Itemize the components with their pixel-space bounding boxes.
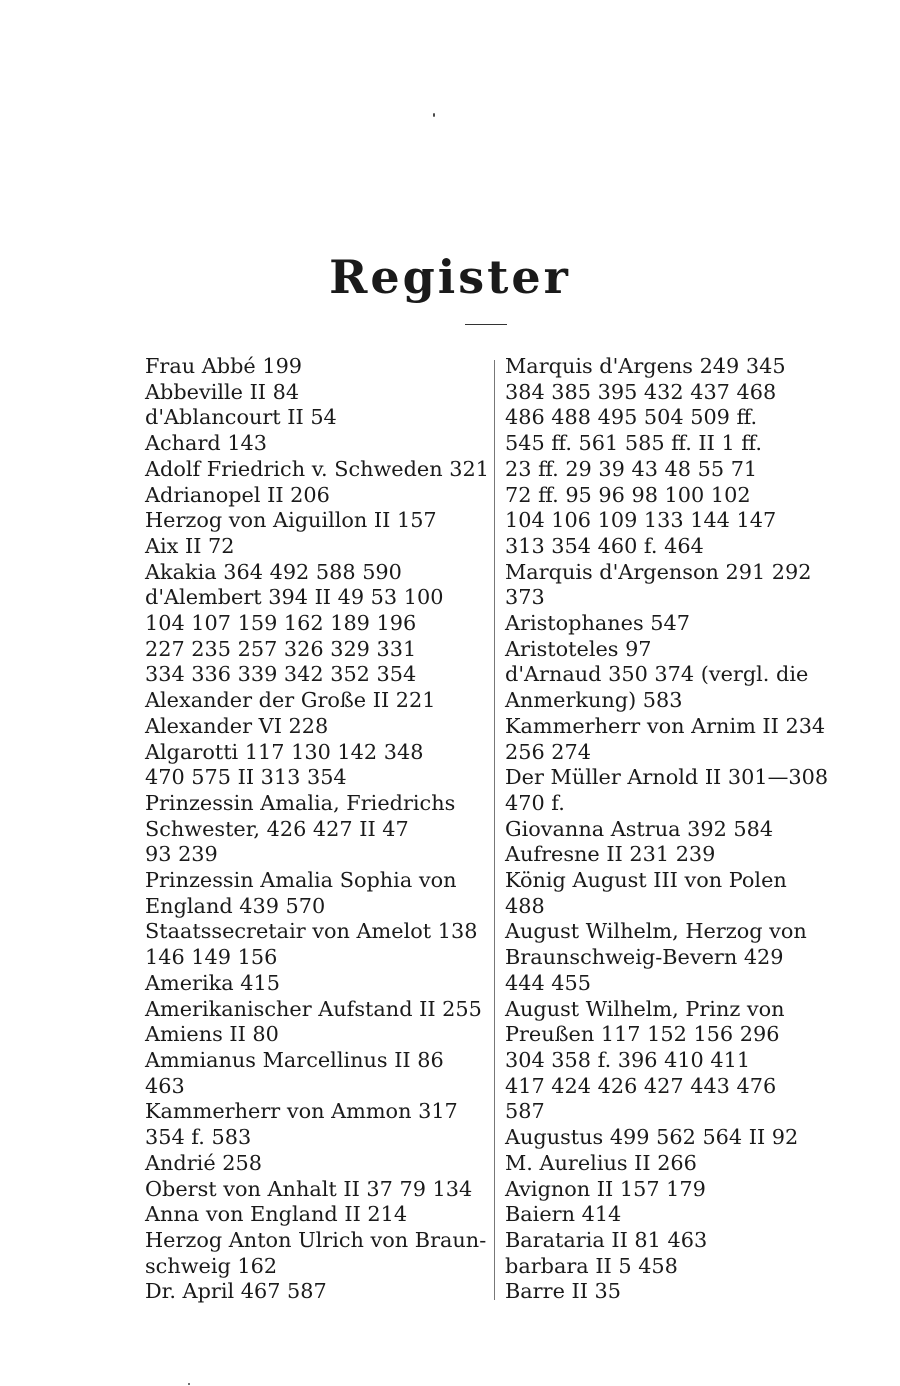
- index-entry: Anna von England II 214: [145, 1202, 408, 1227]
- index-entry: 486 488 495 504 509 ff.: [505, 405, 758, 430]
- index-entry: Kammerherr von Arnim II 234: [505, 713, 826, 738]
- index-entry: 104 106 109 133 144 147: [505, 508, 777, 533]
- index-entry: England 439 570: [145, 893, 326, 918]
- index-entry: 304 358 f. 396 410 411: [505, 1047, 751, 1072]
- index-entry: Amiens II 80: [145, 1022, 279, 1047]
- index-column-left: [145, 354, 489, 1305]
- index-entry: Herzog Anton Ulrich von Braun-: [145, 1227, 487, 1252]
- index-entry: Akakia 364 492 588 590: [145, 559, 402, 584]
- index-entry: d'Alembert 394 II 49 53 100: [145, 585, 444, 610]
- index-entry: 545 ff. 561 585 ff. II 1 ff.: [505, 431, 762, 456]
- index-entry: Herzog von Aiguillon II 157: [145, 508, 437, 533]
- index-entry: König August III von Polen: [505, 868, 787, 893]
- index-entry: 313 354 460 f. 464: [505, 533, 704, 558]
- index-entry: Marquis d'Argenson 291 292: [505, 559, 812, 584]
- index-entry: Giovanna Astrua 392 584: [505, 816, 774, 841]
- index-entry: d'Ablancourt II 54: [145, 405, 337, 430]
- index-entry: Adrianopel II 206: [145, 482, 330, 507]
- index-entry: 227 235 257 326 329 331: [145, 636, 417, 661]
- index-entry: 354 f. 583: [145, 1125, 252, 1150]
- index-entry: 93 239: [145, 842, 218, 867]
- index-entry: Marquis d'Argens 249 345: [505, 354, 786, 378]
- index-entry: 334 336 339 342 352 354: [145, 662, 417, 687]
- index-entry: Der Müller Arnold II 301—308: [505, 765, 829, 790]
- index-entry: Barre II 35: [505, 1279, 621, 1304]
- index-entry: d'Arnaud 350 374 (vergl. die: [505, 662, 809, 687]
- scan-speck: [433, 113, 435, 117]
- index-entry: Alexander der Große II 221: [145, 688, 436, 713]
- index-entry: Schwester, 426 427 II 47: [145, 816, 409, 841]
- index-entry: Kammerherr von Ammon 317: [145, 1099, 458, 1124]
- index-entry: 587: [505, 1099, 545, 1124]
- scan-speck: [188, 1383, 190, 1385]
- index-entry: Andrié 258: [145, 1150, 262, 1175]
- index-entry: Augustus 499 562 564 II 92: [505, 1125, 799, 1150]
- index-entry: Aristophanes 547: [505, 611, 690, 636]
- index-entry: 146 149 156: [145, 945, 278, 970]
- index-entry: Amerikanischer Aufstand II 255: [145, 996, 482, 1021]
- index-entry: Amerika 415: [145, 970, 280, 995]
- index-entry: 23 ff. 29 39 43 48 55 71: [505, 456, 758, 481]
- index-entry: Barataria II 81 463: [505, 1227, 708, 1252]
- index-entry: Staatssecretair von Amelot 138: [145, 919, 478, 944]
- index-entry: 470 575 II 313 354: [145, 765, 347, 790]
- title-rule: [465, 324, 507, 325]
- index-entry: 463: [145, 1073, 185, 1098]
- index-entry: 444 455: [505, 970, 592, 995]
- index-entry: 417 424 426 427 443 476: [505, 1073, 777, 1098]
- index-entry: Adolf Friedrich v. Schweden 321: [145, 456, 489, 481]
- index-entry: 104 107 159 162 189 196: [145, 611, 417, 636]
- index-entry: Frau Abbé 199: [145, 354, 303, 378]
- index-entry: Alexander VI 228: [145, 713, 329, 738]
- index-entry: barbara II 5 458: [505, 1253, 678, 1278]
- index-entry: Prinzessin Amalia Sophia von: [145, 868, 457, 893]
- index-entry: Avignon II 157 179: [505, 1176, 706, 1201]
- index-entry: Algarotti 117 130 142 348: [145, 739, 424, 764]
- index-entry: Preußen 117 152 156 296: [505, 1022, 780, 1047]
- index-entry: 470 f.: [505, 790, 565, 815]
- index-entry: Ammianus Marcellinus II 86: [145, 1047, 444, 1072]
- index-entry: M. Aurelius II 266: [505, 1150, 697, 1175]
- index-entry: Braunschweig-Bevern 429: [505, 945, 784, 970]
- index-entry: 488: [505, 893, 545, 918]
- index-entry: 373: [505, 585, 545, 610]
- index-entry: Dr. April 467 587: [145, 1279, 327, 1304]
- index-column-right: [505, 354, 835, 1305]
- index-entry: 72 ff. 95 96 98 100 102: [505, 482, 751, 507]
- index-entry: 384 385 395 432 437 468: [505, 379, 777, 404]
- index-entry: Abbeville II 84: [145, 379, 300, 404]
- index-entry: Aristoteles 97: [505, 636, 652, 661]
- index-entry: August Wilhelm, Herzog von: [505, 919, 807, 944]
- index-entry: schweig 162: [145, 1253, 278, 1278]
- index-entry: Prinzessin Amalia, Friedrichs: [145, 790, 456, 815]
- index-entry: Aufresne II 231 239: [505, 842, 716, 867]
- index-entry: August Wilhelm, Prinz von: [505, 996, 785, 1021]
- index-entry: Baiern 414: [505, 1202, 622, 1227]
- index-entry: Achard 143: [145, 431, 268, 456]
- index-entry: Anmerkung) 583: [505, 688, 683, 713]
- index-entry: 256 274: [505, 739, 592, 764]
- page-title: Register: [329, 250, 571, 304]
- index-entry: Aix II 72: [145, 533, 235, 558]
- column-divider: [494, 360, 495, 1300]
- index-entry: Oberst von Anhalt II 37 79 134: [145, 1176, 473, 1201]
